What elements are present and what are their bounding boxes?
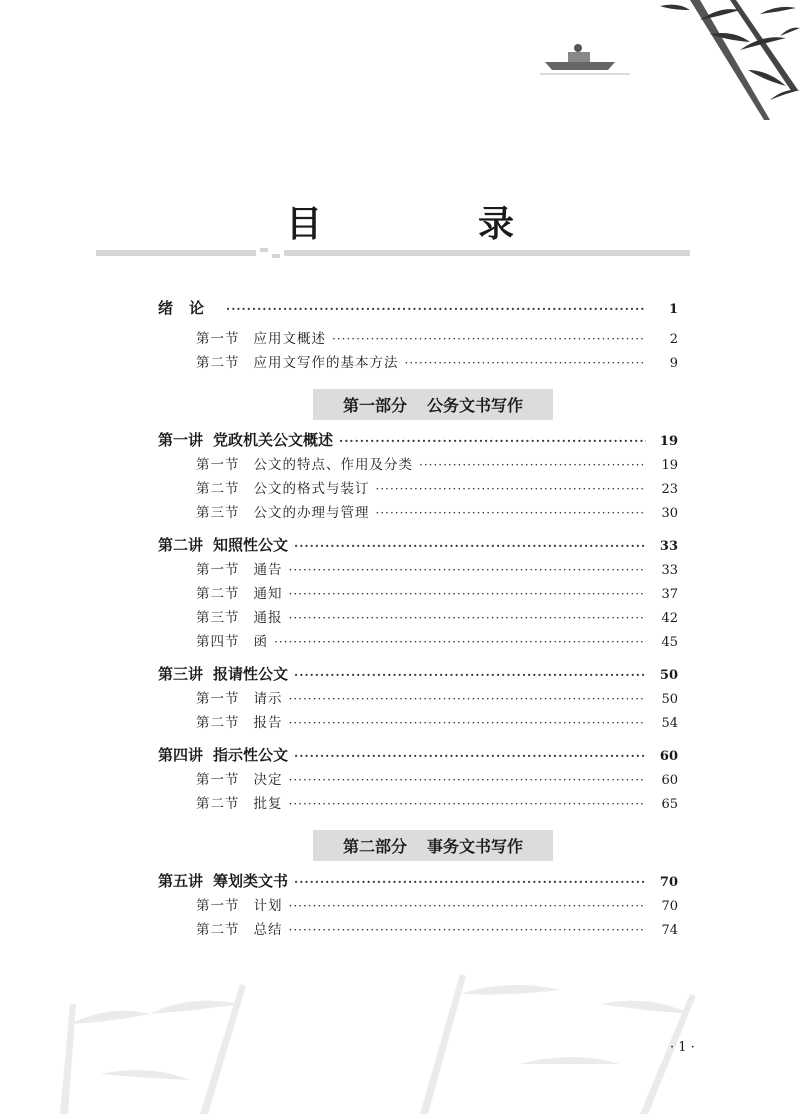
lecture-title: 知照性公文 xyxy=(213,536,289,554)
leader-dots xyxy=(294,749,646,763)
toc-page: 37 xyxy=(661,587,678,602)
section-label: 第一节 xyxy=(196,457,240,473)
part-label: 第一部分 xyxy=(342,396,407,415)
section-label: 第一节 xyxy=(196,772,240,788)
toc-entry-intro[interactable] xyxy=(158,297,678,327)
lecture-label: 第二讲 xyxy=(158,536,204,554)
page-number: · 1 · xyxy=(670,1040,695,1055)
leader-dots xyxy=(339,434,646,448)
toc-section[interactable] xyxy=(196,501,678,525)
toc-lecture[interactable] xyxy=(158,663,678,687)
part-title: 公务文书写作 xyxy=(427,396,524,415)
section-title: 公文的特点、作用及分类 xyxy=(253,457,413,473)
leader-dots xyxy=(289,587,647,601)
section-label: 第三节 xyxy=(196,610,240,626)
toc-page: 54 xyxy=(661,716,678,731)
toc-lecture[interactable] xyxy=(158,870,678,894)
toc-page: 60 xyxy=(659,749,678,764)
leader-dots xyxy=(226,302,646,316)
leader-dots xyxy=(294,539,646,553)
section-title: 通报 xyxy=(253,610,283,626)
toc-intro-label: 绪论 xyxy=(158,299,221,317)
section-title: 决定 xyxy=(253,772,283,788)
lecture-title: 报请性公文 xyxy=(213,665,289,683)
section-label: 第一节 xyxy=(196,898,240,914)
bamboo-boat-decoration xyxy=(540,0,800,120)
toc-section[interactable] xyxy=(196,477,678,501)
section-title: 计划 xyxy=(253,898,283,914)
lecture-label: 第五讲 xyxy=(158,872,204,890)
toc-section[interactable] xyxy=(196,453,678,477)
section-title: 报告 xyxy=(253,715,283,731)
lecture-label: 第四讲 xyxy=(158,746,204,764)
section-title: 公文的格式与装订 xyxy=(253,481,370,497)
section-title: 请示 xyxy=(253,691,283,707)
leader-dots xyxy=(289,716,647,730)
section-label: 第一节 xyxy=(196,331,240,347)
section-label: 第二节 xyxy=(196,586,240,602)
toc-page: 2 xyxy=(669,332,678,347)
toc-page: 33 xyxy=(661,563,678,578)
leader-dots xyxy=(294,875,646,889)
toc-section[interactable] xyxy=(196,711,678,735)
toc-page: 60 xyxy=(661,773,678,788)
toc-page: 45 xyxy=(661,635,678,650)
page-title: 目 录 xyxy=(285,203,574,245)
section-title: 批复 xyxy=(253,796,283,812)
leader-dots xyxy=(289,797,647,811)
toc-lecture[interactable] xyxy=(158,429,678,453)
part-label: 第二部分 xyxy=(342,837,407,856)
leader-dots xyxy=(289,563,647,577)
section-label: 第二节 xyxy=(196,715,240,731)
toc-page: 70 xyxy=(659,875,678,890)
leader-dots xyxy=(419,458,646,472)
lecture-label: 第一讲 xyxy=(158,431,204,449)
section-title: 通知 xyxy=(253,586,283,602)
toc-page: 23 xyxy=(661,482,678,497)
toc-page: 50 xyxy=(661,692,678,707)
section-title: 应用文写作的基本方法 xyxy=(253,355,399,371)
toc-page: 9 xyxy=(669,356,678,371)
lecture-title: 党政机关公文概述 xyxy=(213,431,334,449)
section-title: 总结 xyxy=(253,922,283,938)
section-label: 第二节 xyxy=(196,481,240,497)
lecture-label: 第三讲 xyxy=(158,665,204,683)
leader-dots xyxy=(289,773,647,787)
toc-lecture[interactable] xyxy=(158,744,678,768)
toc-page: 33 xyxy=(659,539,678,554)
section-label: 第一节 xyxy=(196,562,240,578)
leader-dots xyxy=(289,899,647,913)
toc-page: 50 xyxy=(659,668,678,683)
toc-page: 65 xyxy=(661,797,678,812)
toc-page: 30 xyxy=(661,506,678,521)
toc-section[interactable] xyxy=(196,606,678,630)
section-title: 通告 xyxy=(253,562,283,578)
leader-dots xyxy=(332,332,646,346)
section-label: 第一节 xyxy=(196,691,240,707)
toc-section[interactable] xyxy=(196,582,678,606)
toc-page: 1 xyxy=(668,302,678,317)
title-rule xyxy=(96,247,690,259)
part-title: 事务文书写作 xyxy=(427,837,524,856)
leader-dots xyxy=(294,668,646,682)
lecture-title: 指示性公文 xyxy=(213,746,289,764)
toc-section[interactable] xyxy=(196,327,678,351)
toc-page: 19 xyxy=(659,434,678,449)
toc-page: 19 xyxy=(661,458,678,473)
section-label: 第三节 xyxy=(196,505,240,521)
leader-dots xyxy=(274,635,646,649)
section-label: 第二节 xyxy=(196,796,240,812)
lecture-title: 筹划类文书 xyxy=(213,872,289,890)
toc-page: 42 xyxy=(661,611,678,626)
section-label: 第二节 xyxy=(196,922,240,938)
part-heading[interactable] xyxy=(313,830,553,861)
leader-dots xyxy=(405,356,647,370)
section-title: 应用文概述 xyxy=(253,331,326,347)
section-label: 第四节 xyxy=(196,634,240,650)
leader-dots xyxy=(376,482,647,496)
leader-dots xyxy=(289,692,647,706)
leader-dots xyxy=(376,506,647,520)
toc-section[interactable] xyxy=(196,918,678,942)
part-heading-wrap xyxy=(158,389,678,420)
toc-section[interactable] xyxy=(196,630,678,654)
toc-section[interactable] xyxy=(196,558,678,582)
part-heading-wrap xyxy=(158,830,678,861)
bamboo-watermark-decoration xyxy=(0,964,800,1114)
part-heading[interactable] xyxy=(313,389,553,420)
table-of-contents xyxy=(158,297,678,942)
toc-section[interactable] xyxy=(196,687,678,711)
leader-dots xyxy=(289,923,647,937)
section-label: 第二节 xyxy=(196,355,240,371)
section-title: 函 xyxy=(253,634,268,650)
toc-section[interactable] xyxy=(196,792,678,816)
leader-dots xyxy=(289,611,647,625)
toc-page: 74 xyxy=(661,923,678,938)
toc-section[interactable] xyxy=(196,768,678,792)
toc-section[interactable] xyxy=(196,351,678,375)
toc-page: 70 xyxy=(661,899,678,914)
section-title: 公文的办理与管理 xyxy=(253,505,370,521)
toc-section[interactable] xyxy=(196,894,678,918)
toc-lecture[interactable] xyxy=(158,534,678,558)
